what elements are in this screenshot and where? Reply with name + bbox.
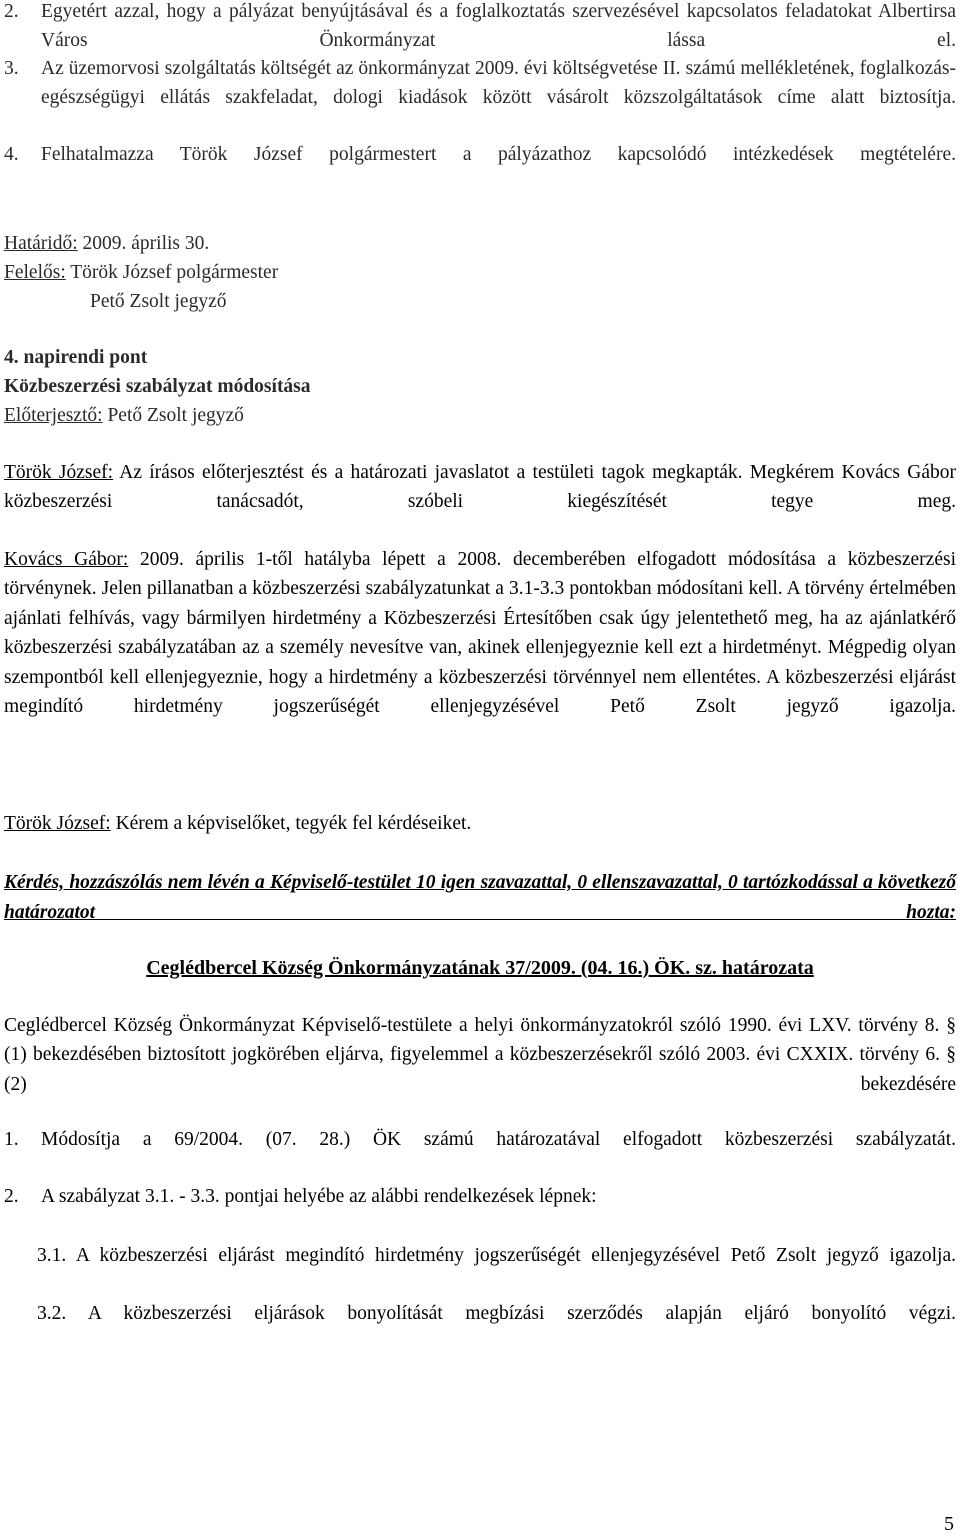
sub-item (37, 1241, 956, 1270)
resolution-title: Ceglédbercel Község Önkormányzatának 37/2009. (04. 16.) ÖK. sz. határozata (146, 957, 814, 979)
sub-item (37, 1299, 956, 1328)
speaker-name: Kovács Gábor: (4, 549, 129, 570)
presenter-line (4, 401, 956, 431)
presenter-value: Pető Zsolt jegyző (102, 405, 244, 426)
list-text: A szabályzat 3.1. - 3.3. pontjai helyébe az alábbi rendelkezések lépnek: (41, 1186, 597, 1207)
sub-item-number: 3.1. (37, 1245, 67, 1266)
responsible-label: Felelős: (4, 262, 66, 283)
presenter-label: Előterjesztő: (4, 405, 103, 426)
speech-paragraph (4, 458, 956, 516)
speech-text: Az írásos előterjesztést és a határozati javaslatot a testületi tagok megkapták. Megkérem Kovács Gábor közbeszerzési tanácsadót, szóbeli kiegészítését tegye meg. (4, 462, 957, 512)
list-number: 3. (4, 58, 19, 79)
speaker-name: Török József: (4, 462, 114, 483)
list-item (4, 55, 956, 112)
vote-statement: Kérdés, hozzászólás nem lévén a Képviselő-testület 10 igen szavazattal, 0 ellenszavazattal, 0 tartózkodással a következő határozatot hozta: (4, 872, 956, 923)
speaker-name: Török József: (4, 813, 111, 834)
list-item (4, 1183, 956, 1212)
list-number: 2. (4, 1, 19, 22)
speech-paragraph (4, 809, 956, 839)
list-item (4, 141, 956, 170)
list-number: 4. (4, 144, 19, 165)
agenda-title: Közbeszerzési szabályzat módosítása (4, 376, 311, 397)
responsible-value: Török József polgármester (65, 262, 279, 283)
responsible-second: Pető Zsolt jegyző (90, 291, 227, 312)
sub-item-text: 3.2. A közbeszerzési eljárások bonyolítását megbízási szerződés alapján eljáró bonyolító végzi. (37, 1303, 956, 1324)
sub-item-number: 3.2. (37, 1303, 67, 1324)
list-item (4, 1125, 956, 1154)
list-text: Egyetért azzal, hogy a pályázat benyújtásával és a foglalkoztatás szervezésével kapcsolatos feladatokat Albertirsa Város Önkormányzat lássa el. (41, 1, 956, 51)
deadline-line (4, 229, 956, 259)
list-number: 1. (4, 1129, 19, 1150)
deadline-value: 2009. április 30. (77, 233, 210, 254)
list-text: Felhatalmazza Török József polgármestert a pályázathoz kapcsolódó intézkedések megtételére. (41, 144, 956, 165)
speech-text: 2009. április 1-től hatályba lépett a 2008. decemberében elfogadott módosítása a közbeszerzési törvénynek. Jelen pillanatban a közbeszerzési szabályzatunkat a 3.1-3.3 pontokban módosítani kell. A törvény értelmében ajánlati felhívás, vagy bármilyen hirdetmény a Közbeszerzési Értesítőben csak úgy jelentethető meg, ha az ajánlatkérő közbeszerzési szabályzatában az a személy nevesítve van, akinek ellenjegyeznie kell ezt a hirdetményt. Mégpedig olyan szempontból kell ellenjegyeznie, hogy a hirdetmény a közbeszerzési törvénnyel nem ellentétes. A közbeszerzési eljárást megindító hirdetmény jogszerűségét ellenjegyzésével Pető Zsolt jegyző igazolja. (4, 549, 956, 718)
list-item (4, 0, 956, 55)
list-text: Az üzemorvosi szolgáltatás költségét az önkormányzat 2009. évi költségvetése II. számú mellékletének, foglalkozás-egészségügyi ellátás szakfeladat, dologi kiadások között vásárolt közszolgáltatások címe alatt biztosítja. (41, 58, 956, 108)
responsible-line (4, 258, 956, 288)
resolution-intro: Ceglédbercel Község Önkormányzat Képviselő-testülete a helyi önkormányzatokról szóló 1990. évi LXV. törvény 8. § (1) bekezdésében biztosított jogkörében eljárva, figyelemmel a közbeszerzésekről szóló 2003. évi CXXIX. törvény 6. § (2) bekezdésére (4, 1015, 956, 1095)
list-text: Módosítja a 69/2004. (07. 28.) ÖK számú határozatával elfogadott közbeszerzési szabályzatát. (41, 1129, 956, 1150)
speech-text: Kérem a képviselőket, tegyék fel kérdéseiket. (110, 813, 472, 834)
agenda-number: 4. napirendi pont (4, 347, 148, 368)
deadline-label: Határidő: (4, 233, 78, 254)
list-number: 2. (4, 1186, 19, 1207)
page-number: 5 (944, 1513, 954, 1535)
sub-item-text: 3.1. A közbeszerzési eljárást megindító hirdetmény jogszerűségét ellenjegyzésével Pető Zsolt jegyző igazolja. (37, 1245, 956, 1266)
speech-paragraph (4, 545, 956, 721)
